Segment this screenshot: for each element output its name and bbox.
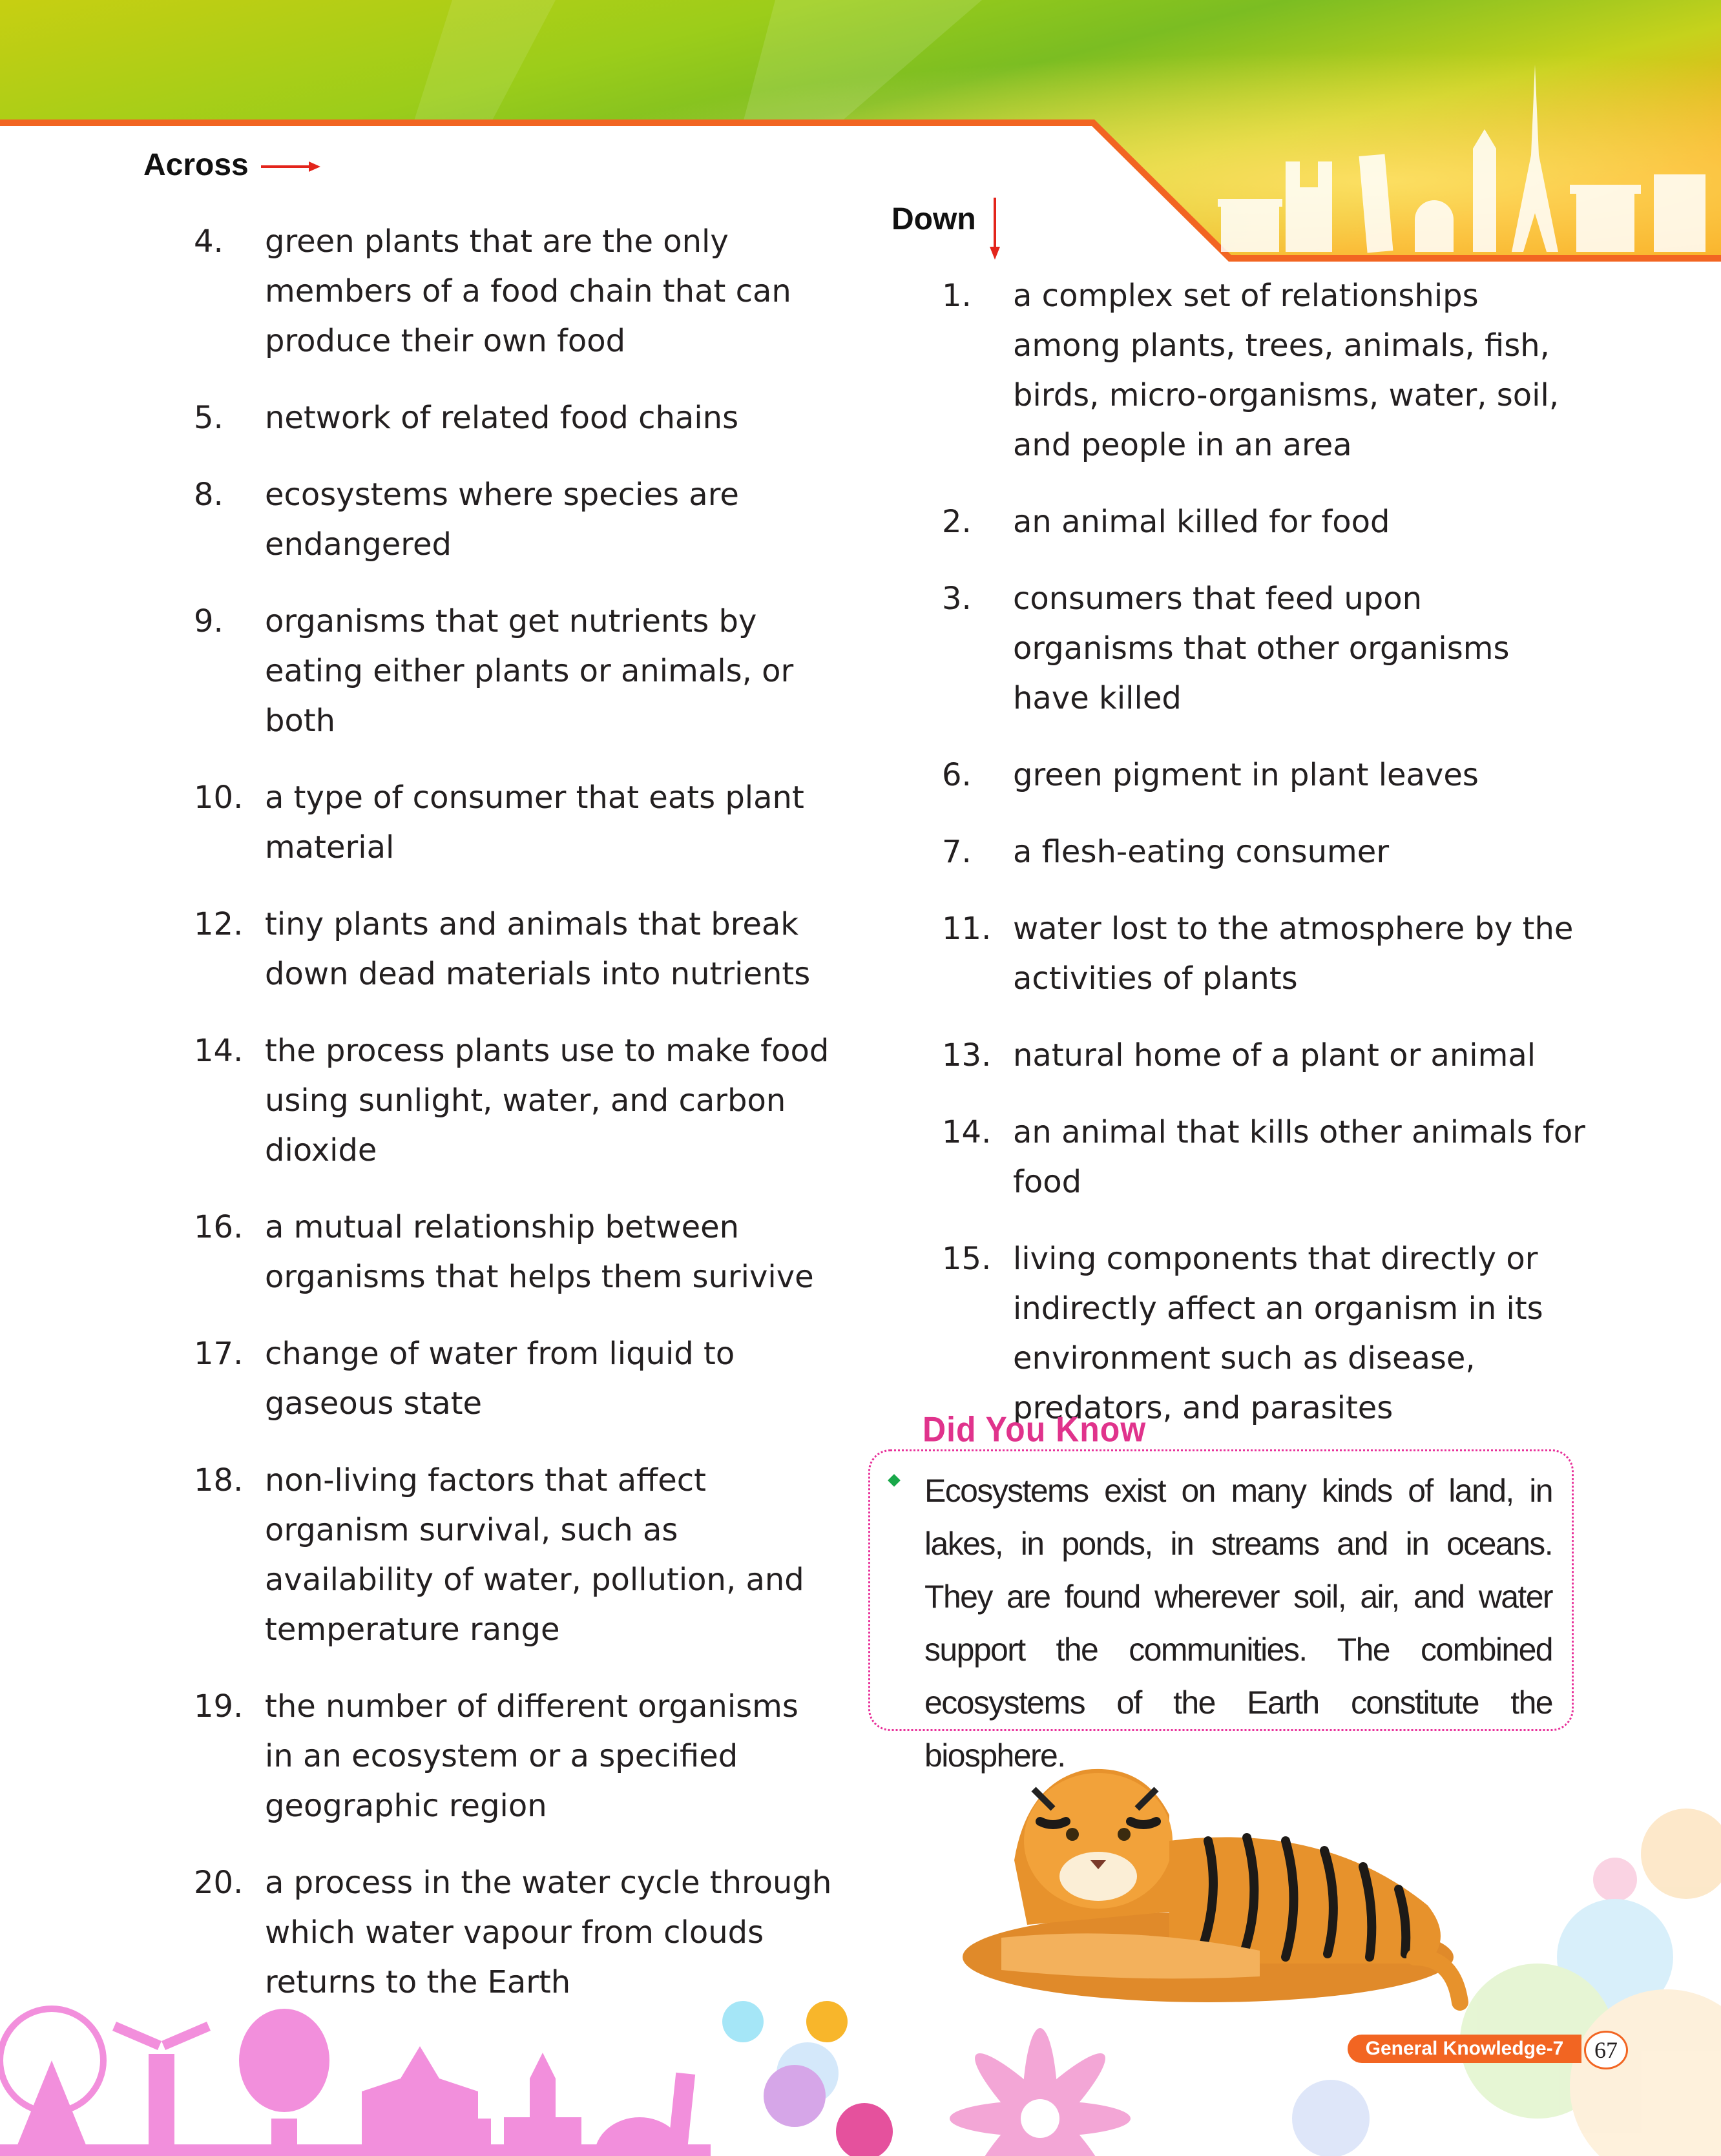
did-you-know-box: [868, 1449, 1574, 1774]
did-you-know-title: Did You Know: [923, 1409, 1147, 1449]
across-clue: 5. network of related food chains: [194, 400, 739, 436]
across-clue: 9. organisms that get nutrients by eating either plants or animals, or both: [194, 603, 794, 739]
down-clue: 1. a complex set of relationships among plants, trees, animals, fish, birds, micro-organisms, water, soil, and people in an area: [942, 278, 1559, 463]
across-clue: 12. tiny plants and animals that break down dead materials into nutrients: [194, 906, 811, 992]
footer-book-title: General Knowledge-7: [1365, 2038, 1564, 2059]
down-clue: 3. consumers that feed upon organisms that other organisms have killed: [942, 581, 1510, 716]
across-clue: 8. ecosystems where species are endangered: [194, 477, 739, 563]
flower-decoration: [950, 2028, 1131, 2156]
down-clue: 7. a flesh-eating consumer: [942, 834, 1390, 870]
across-heading: Across: [143, 148, 249, 182]
across-clue: 19. the number of different organisms in an ecosystem or a specified geographic region: [194, 1688, 798, 1824]
landmarks-skyline-icon: [0, 2009, 711, 2156]
down-clue: 14. an animal that kills other animals for food: [942, 1114, 1585, 1200]
down-clue: 13. natural home of a plant or animal: [942, 1037, 1536, 1073]
across-clue: 4. green plants that are the only members of a food chain that can produce their own food: [194, 223, 791, 359]
tiger-image: [937, 1744, 1473, 2015]
across-clue: 17. change of water from liquid to gaseous state: [194, 1336, 735, 1422]
down-clue: 11. water lost to the atmosphere by the activities of plants: [942, 911, 1574, 997]
footer-book-title-tab: [1348, 2035, 1581, 2063]
across-clue: 20. a process in the water cycle through which water vapour from clouds returns to the Earth: [194, 1865, 832, 2000]
down-clue: 6. green pigment in plant leaves: [942, 757, 1479, 793]
down-clue-list: [942, 271, 1588, 1460]
down-heading: Down: [892, 202, 976, 236]
page-number: 67: [1584, 2031, 1628, 2069]
across-clue: 18. non-living factors that affect organism survival, such as availability of water, pollution, and temperature range: [194, 1462, 804, 1648]
down-clue: 15. living components that directly or indirectly affect an organism in its environment such as disease, predators, and parasites: [942, 1241, 1543, 1426]
bullet-diamond-icon: [888, 1474, 901, 1487]
down-arrow-icon: [988, 198, 1001, 260]
right-arrow-icon: [261, 160, 320, 173]
did-you-know-text: Ecosystems exist on many kinds of land, in lakes, in ponds, in streams and in oceans. They are found wherever soil, air, and water support the communities. The combined ecosystems of the Earth constitute the biosphere.: [924, 1473, 1552, 1774]
down-clue: 2. an animal killed for food: [942, 504, 1390, 540]
across-clue-list: [194, 217, 833, 2035]
across-clue: 10. a type of consumer that eats plant material: [194, 780, 804, 866]
across-clue: 14. the process plants use to make food using sunlight, water, and carbon dioxide: [194, 1033, 829, 1168]
across-clue: 16. a mutual relationship between organisms that helps them surivive: [194, 1209, 814, 1295]
